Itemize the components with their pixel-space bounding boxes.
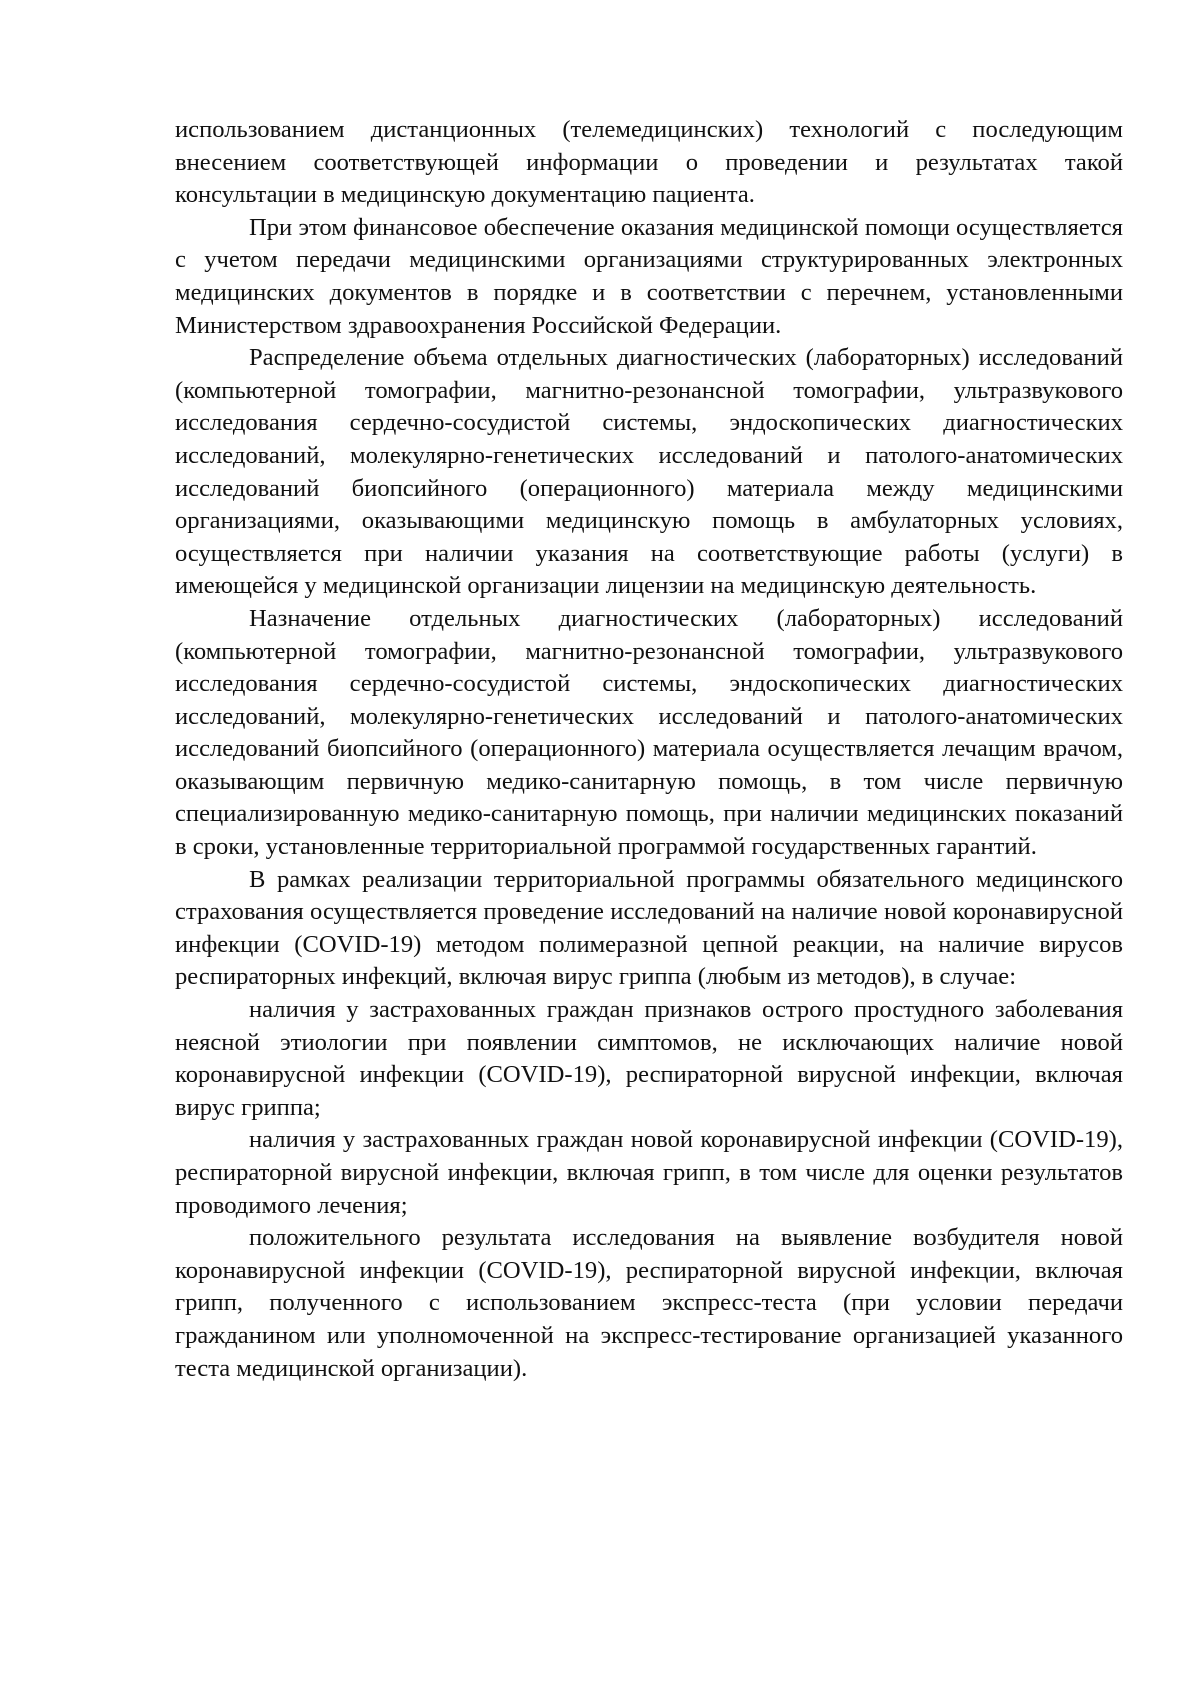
paragraph-prescription-of-diagnostics: Назначение отдельных диагностических (лабораторных) исследований (компьютерной томографии, магнитно-резонансной томографии, ультразвукового исследования сердечно-сосудистой системы, эндоскопических диагностических исследований, молекулярно-генетических исследований и патолого-анатомических исследований биопсийного (операционного) материала осуществляется лечащим врачом, оказывающим первичную медико-санитарную помощь, в том числе первичную специализированную медико-санитарную помощь, при наличии медицинских показаний в сроки, установленные территориальной программой государственных гарантий. [175,604,1123,861]
document-body [175,114,1123,1385]
list-item-positive-express-test: положительного результата исследования на выявление возбудителя новой коронавирусной инфекции (COVID-19), респираторной вирусной инфекции, включая грипп, полученного с использованием экспресс-теста (при условии передачи гражданином или уполномоченной на экспресс-тестирование организацией указанного теста медицинской организации). [175,1224,1123,1382]
paragraph-covid-testing: В рамках реализации территориальной программы обязательного медицинского страхования осуществляется проведение исследований на наличие новой коронавирусной инфекции (COVID-19) методом полимеразной цепной реакции, на наличие вирусов респираторных инфекций, включая вирус гриппа (любым из методов), в случае: [175,865,1123,991]
paragraph-telemedicine-continuation: использованием дистанционных (телемедицинских) технологий с последующим внесением соответствующей информации о проведении и результатах такой консультации в медицинскую документацию пациента. [175,116,1123,209]
paragraph-distribution-of-diagnostics: Распределение объема отдельных диагностических (лабораторных) исследований (компьютерной томографии, магнитно-резонансной томографии, ультразвукового исследования сердечно-сосудистой системы, эндоскопических диагностических исследований, молекулярно-генетических исследований и патолого-анатомических исследований биопсийного (операционного) материала между медицинскими организациями, оказывающими медицинскую помощь в амбулаторных условиях, осуществляется при наличии указания на соответствующие работы (услуги) в имеющейся у медицинской организации лицензии на медицинскую деятельность. [175,344,1123,600]
list-item-acute-illness-symptoms: наличия у застрахованных граждан признаков острого простудного заболевания неясной этиологии при появлении симптомов, не исключающих наличие новой коронавирусной инфекции (COVID-19), респираторной вирусной инфекции, включая вирус гриппа; [175,996,1123,1121]
paragraph-financial-support: При этом финансовое обеспечение оказания медицинской помощи осуществляется с учетом передачи медицинскими организациями структурированных электронных медицинских документов в порядке и в соответствии с перечнем, установленными Министерством здравоохранения Российской Федерации. [175,213,1123,339]
list-item-confirmed-infection: наличия у застрахованных граждан новой коронавирусной инфекции (COVID-19), респираторной вирусной инфекции, включая грипп, в том числе для оценки результатов проводимого лечения; [175,1126,1123,1219]
